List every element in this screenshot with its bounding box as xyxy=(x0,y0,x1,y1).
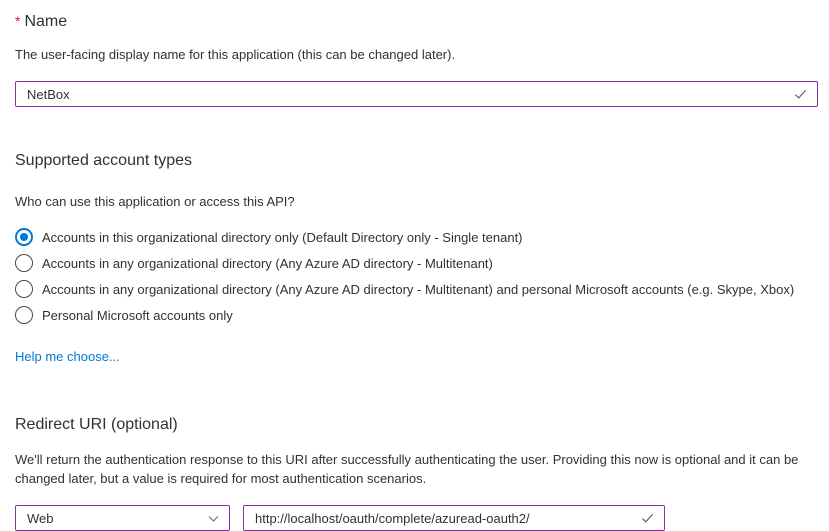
radio-option-personal-only[interactable] xyxy=(15,302,818,328)
platform-select-value: Web xyxy=(27,510,54,526)
radio-button[interactable] xyxy=(15,228,33,246)
name-title-text: Name xyxy=(24,13,68,30)
redirect-uri-input[interactable] xyxy=(243,505,665,531)
radio-option-single-tenant[interactable] xyxy=(15,224,818,250)
radio-option-multitenant-personal[interactable] xyxy=(15,276,818,302)
radio-button[interactable] xyxy=(15,254,33,272)
help-me-choose-link[interactable]: Help me choose... xyxy=(15,349,120,364)
redirect-uri-row xyxy=(15,505,818,531)
redirect-uri-title: Redirect URI (optional) xyxy=(15,416,178,433)
name-input-wrap xyxy=(15,81,818,107)
radio-option-label: Accounts in any organizational directory (Any Azure AD directory - Multitenant) xyxy=(42,255,493,271)
chevron-down-icon xyxy=(206,511,221,526)
name-description: The user-facing display name for this application (this can be changed later). xyxy=(15,47,456,62)
radio-button[interactable] xyxy=(15,306,33,324)
radio-option-label: Personal Microsoft accounts only xyxy=(42,307,233,323)
account-types-title: Supported account types xyxy=(15,152,193,169)
account-types-question: Who can use this application or access this API? xyxy=(15,194,295,209)
account-types-section xyxy=(15,151,818,366)
redirect-uri-input-wrap xyxy=(243,505,665,531)
account-types-radio-group xyxy=(15,224,818,328)
platform-select[interactable] xyxy=(15,505,230,531)
name-section xyxy=(15,11,818,107)
radio-option-label: Accounts in this organizational directory only (Default Directory only - Single tenant) xyxy=(42,229,523,245)
app-name-input[interactable] xyxy=(15,81,818,107)
radio-option-multitenant[interactable] xyxy=(15,250,818,276)
radio-button[interactable] xyxy=(15,280,33,298)
name-section-title xyxy=(15,11,818,32)
redirect-uri-section xyxy=(15,415,818,531)
radio-option-label: Accounts in any organizational directory (Any Azure AD directory - Multitenant) and personal Microsoft accounts (e.g. Skype, Xbox) xyxy=(42,281,795,297)
required-asterisk: * xyxy=(15,13,21,29)
redirect-uri-description: We'll return the authentication response to this URI after successfully authenticating the user. Providing this now is optional and it can be changed later, but a value is required for most authentication scenarios. xyxy=(15,452,799,486)
